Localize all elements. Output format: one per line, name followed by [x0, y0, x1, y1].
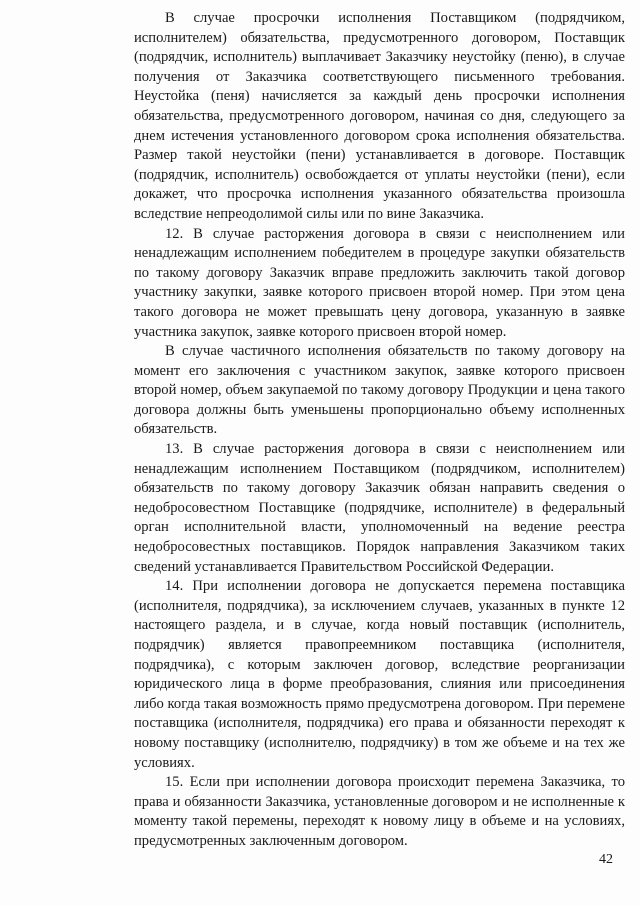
paragraph-15: 15. Если при исполнении договора происходит перемена Заказчика, то права и обязанности Заказчика, установленные договором и не исполненные к моменту такой перемены, переходят к новому лицу в объеме и на условиях, предусмотренных заключенным договором. [134, 774, 625, 849]
paragraph-partial-execution: В случае частичного исполнения обязательств по такому договору на момент его заключения с участником закупок, заявке которого присвоен второй номер, объем закупаемой по такому договору Продукции и цена такого договора должны быть уменьшены пропорционально объему исполненных обязательств. [134, 343, 625, 438]
paragraph-12: 12. В случае расторжения договора в связи с неисполнением или ненадлежащим исполнением победителем в процедуре закупки обязательств по такому договору Заказчик вправе предложить заключить такой договор участнику закупки, заявке которого присвоен второй номер. При этом цена такого договора не может превышать цену договора, указанную в заявке участника закупок, заявке которого присвоен второй номер. [134, 225, 625, 340]
paragraph-13: 13. В случае расторжения договора в связи с неисполнением или ненадлежащим исполнением Поставщиком (подрядчиком, исполнителем) обязательств по такому договору Заказчик обязан направить сведения о недобросовестном Поставщике (подрядчике, исполнителе) в федеральный орган исполнительной власти, уполномоченный на ведение реестра недобросовестных поставщиков. Порядок направления Заказчиком таких сведений устанавливается Правительством Российской Федерации. [134, 441, 625, 575]
page-number: 42 [599, 852, 613, 867]
document-body [134, 9, 625, 852]
paragraph-14: 14. При исполнении договора не допускается перемена поставщика (исполнителя, подрядчика), за исключением случаев, указанных в пункте 12 настоящего раздела, и в случае, когда новый поставщик (исполнитель, подрядчик) является правопреемником поставщика (исполнителя, подрядчика), с которым заключен договор, вследствие реорганизации юридического лица в форме преобразования, слияния или присоединения либо когда такая возможность прямо предусмотрена договором. При перемене поставщика (исполнителя, подрядчика) его права и обязанности переходят к новому поставщику (исполнителю, подрядчику) в том же объеме и на тех же условиях. [134, 578, 625, 771]
paragraph-penalty: В случае просрочки исполнения Поставщиком (подрядчиком, исполнителем) обязательства, предусмотренного договором, Поставщик (подрядчик, исполнитель) выплачивает Заказчику неустойку (пеню), в случае получения от Заказчика соответствующего письменного требования. Неустойка (пеня) начисляется за каждый день просрочки исполнения обязательства, предусмотренного договором, начиная со дня, следующего за днем истечения установленного договором срока исполнения обязательства. Размер такой неустойки (пени) устанавливается в договоре. Поставщик (подрядчик, исполнитель) освобождается от уплаты неустойки (пени), если докажет, что просрочка исполнения указанного обязательства произошла вследствие непреодолимой силы или по вине Заказчика. [134, 10, 625, 222]
